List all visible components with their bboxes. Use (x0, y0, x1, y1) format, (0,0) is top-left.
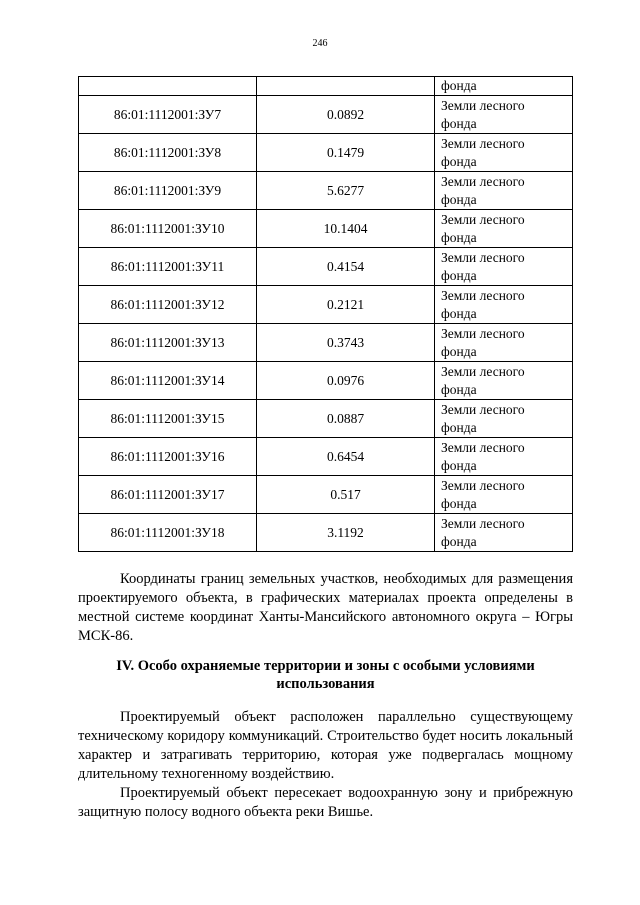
land-category-line-2: фонда (441, 305, 477, 321)
cadastral-number-cell: 86:01:1112001:ЗУ13 (79, 324, 257, 362)
land-category-line-2: фонда (441, 533, 477, 549)
area-cell: 10.1404 (257, 210, 435, 248)
land-category-cell (435, 210, 573, 248)
land-category-line-1: Земли лесного (441, 173, 525, 189)
land-category-cell (435, 134, 573, 172)
section-heading: IV. Особо охраняемые территории и зоны с особыми условиями использования (116, 658, 535, 692)
cadastral-number-cell: 86:01:1112001:ЗУ17 (79, 476, 257, 514)
land-category-line-2: фонда (441, 457, 477, 473)
area-cell: 5.6277 (257, 172, 435, 210)
cadastral-number-cell (79, 77, 257, 96)
cadastral-number-cell: 86:01:1112001:ЗУ14 (79, 362, 257, 400)
land-plots-table (78, 76, 573, 552)
table-row (79, 514, 573, 552)
land-category-cell (435, 96, 573, 134)
page-number: 246 (312, 38, 328, 49)
area-cell: 0.0976 (257, 362, 435, 400)
land-category-line-2: фонда (441, 495, 477, 511)
land-category-line-1: Земли лесного (441, 515, 525, 531)
table-row (79, 248, 573, 286)
table-row (79, 324, 573, 362)
land-category-line-1: Земли лесного (441, 249, 525, 265)
land-category-line-2: фонда (441, 381, 477, 397)
table-row (79, 96, 573, 134)
cadastral-number-cell: 86:01:1112001:ЗУ10 (79, 210, 257, 248)
land-category-cell (435, 172, 573, 210)
land-category-cell (435, 324, 573, 362)
area-cell: 0.3743 (257, 324, 435, 362)
cadastral-number-cell: 86:01:1112001:ЗУ9 (79, 172, 257, 210)
area-cell: 0.6454 (257, 438, 435, 476)
land-category-line-1: Земли лесного (441, 287, 525, 303)
land-category-cell (435, 248, 573, 286)
table-row (79, 286, 573, 324)
land-category-line-2: фонда (441, 267, 477, 283)
table-row (79, 172, 573, 210)
cadastral-number-cell: 86:01:1112001:ЗУ15 (79, 400, 257, 438)
table-row (79, 210, 573, 248)
land-category-line-1: Земли лесного (441, 363, 525, 379)
cadastral-number-cell: 86:01:1112001:ЗУ8 (79, 134, 257, 172)
land-category-line-2: фонда (441, 419, 477, 435)
land-category-line-1: Земли лесного (441, 211, 525, 227)
area-cell: 3.1192 (257, 514, 435, 552)
table-row (79, 134, 573, 172)
area-cell: 0.0892 (257, 96, 435, 134)
area-cell: 0.517 (257, 476, 435, 514)
area-cell: 0.4154 (257, 248, 435, 286)
land-category-line-1: Земли лесного (441, 97, 525, 113)
cadastral-number-cell: 86:01:1112001:ЗУ18 (79, 514, 257, 552)
table-row (79, 438, 573, 476)
cadastral-number-cell: 86:01:1112001:ЗУ11 (79, 248, 257, 286)
land-category-line-1: Земли лесного (441, 135, 525, 151)
cadastral-number-cell: 86:01:1112001:ЗУ16 (79, 438, 257, 476)
table-row (79, 476, 573, 514)
land-category-cell (435, 400, 573, 438)
area-cell: 0.2121 (257, 286, 435, 324)
land-category-line-1: Земли лесного (441, 477, 525, 493)
land-category-cell: фонда (435, 77, 573, 96)
land-category-cell (435, 514, 573, 552)
land-category-line-2: фонда (441, 153, 477, 169)
table-row (79, 77, 573, 96)
cadastral-number-cell: 86:01:1112001:ЗУ12 (79, 286, 257, 324)
paragraph-1: Проектируемый объект расположен параллельно существующему техническому коридору коммуникаций. Строительство будет носить локальный характер и затрагивать территорию, которая уже подвергалась мощному длительному техногенному воздействию. (78, 709, 573, 782)
table-row (79, 400, 573, 438)
land-category-line-1: Земли лесного (441, 401, 525, 417)
area-cell: 0.0887 (257, 400, 435, 438)
land-category-cell (435, 362, 573, 400)
land-category-line-2: фонда (441, 115, 477, 131)
land-category-line-1: Земли лесного (441, 439, 525, 455)
area-cell (257, 77, 435, 96)
land-category-line-2: фонда (441, 191, 477, 207)
table-row (79, 362, 573, 400)
land-category-cell (435, 286, 573, 324)
land-category-line-2: фонда (441, 343, 477, 359)
area-cell: 0.1479 (257, 134, 435, 172)
land-category-line-2: фонда (441, 229, 477, 245)
land-category-cell (435, 476, 573, 514)
land-category-line-1: Земли лесного (441, 325, 525, 341)
paragraph-2: Проектируемый объект пересекает водоохранную зону и прибрежную защитную полосу водного объекта реки Вишье. (78, 785, 573, 820)
coordinates-paragraph: Координаты границ земельных участков, необходимых для размещения проектируемого объекта, в графических материалах проекта определены в местной системе координат Ханты-Мансийского автономного округа – Югры МСК-86. (78, 571, 573, 644)
cadastral-number-cell: 86:01:1112001:ЗУ7 (79, 96, 257, 134)
land-category-cell (435, 438, 573, 476)
